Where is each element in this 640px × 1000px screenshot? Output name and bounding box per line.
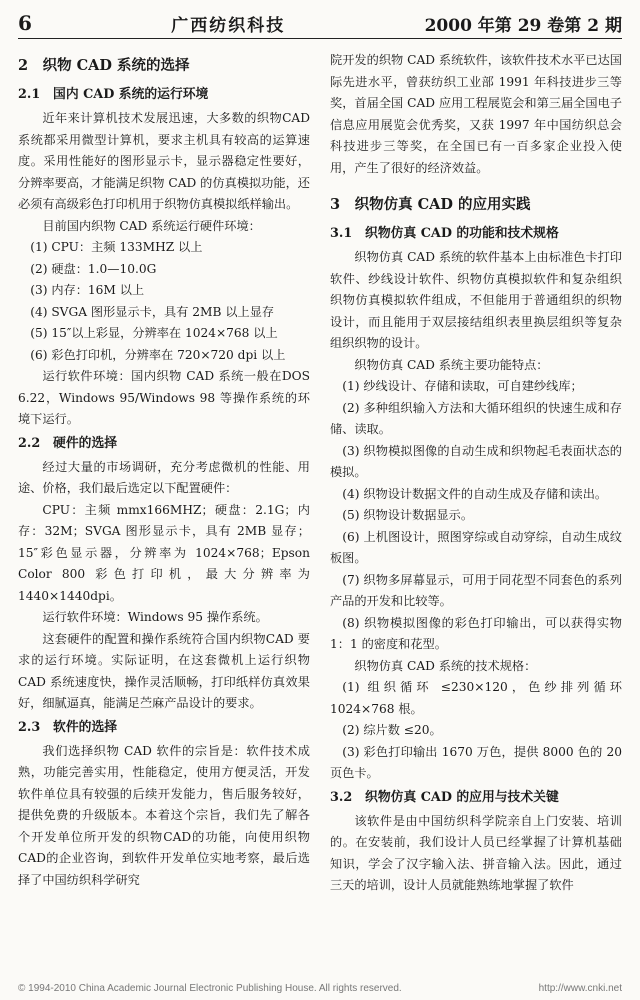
paragraph: 织物仿真 CAD 系统的技术规格：: [354, 658, 537, 673]
list-item: (2) 多种组织输入方法和大循环组织的快速生成和存储、读取。: [330, 400, 622, 436]
paragraph: 织物仿真 CAD 系统的软件基本上由标准色卡打印软件、纱线设计软件、织物仿真模拟软件和复杂组织织物仿真模拟软件组成，不但能用于普通组织的织物设计，而且能用于双层接结组织表里换层组织等复杂组织织物的设计。: [330, 250, 622, 350]
copyright-notice: © 1994-2010 China Academic Journal Electronic Publishing House. All rights reserved.: [18, 982, 402, 994]
list-item: (6) 彩色打印机，分辨率在 720×720 dpi 以上: [30, 347, 286, 362]
left-column: [18, 50, 310, 978]
list-item: (5) 织物设计数据显示。: [342, 508, 474, 522]
list-item: (7) 织物多屏幕显示，可用于同花型不同套色的系列产品的开发和比较等。: [330, 572, 622, 608]
list-item: (1) 组织循环 ≤230×120，色纱排列循环1024×768 根。: [330, 680, 622, 716]
paragraph: 运行软件环境：国内织物 CAD 系统一般在DOS 6.22，Windows 95/Windows 98 等操作系统的环境下运行。: [18, 369, 310, 426]
page-footer: [18, 980, 622, 996]
issue-info: 2000 年第 29 卷第 2 期: [424, 15, 622, 36]
section-heading: 3 织物仿真 CAD 的应用实践: [330, 196, 531, 213]
article-body: [18, 50, 622, 978]
footer-url[interactable]: http://www.cnki.net: [538, 982, 622, 994]
subsection-heading: 3.2 织物仿真 CAD 的应用与技术关键: [330, 789, 559, 805]
list-item: (5) 15″以上彩显，分辨率在 1024×768 以上: [30, 326, 278, 340]
list-item: (4) 织物设计数据文件的自动生成及存储和读出。: [342, 486, 608, 501]
journal-name: 广西纺织科技: [171, 15, 286, 36]
subsection-heading: 2.2 硬件的选择: [18, 435, 118, 451]
paragraph: 经过大量的市场调研，充分考虑微机的性能、用途、价格，我们最后选定以下配置硬件：: [18, 459, 310, 495]
paragraph: 近年来计算机技术发展迅速，大多数的织物CAD 系统都采用微型计算机，要求主机具有较高的运算速度。采用性能好的图形显示卡，显示器稳定性要好，分辨率要高，才能满足织物 CAD 的仿真模拟功能，还必须有高级彩色打印机用于织物仿真模拟纸样输出。: [18, 111, 310, 211]
list-item: (3) 织物模拟图像的自动生成和织物起毛表面状态的模拟。: [330, 443, 622, 479]
paragraph: 院开发的织物 CAD 系统软件，该软件技术水平已达国际先进水平，曾获纺织工业部 1991 年科技进步三等奖，首届全国 CAD 应用工程展览会和第三届全国电子信息应用展览会优秀奖，又获 1997 年中国纺织总会科技进步三等奖，在全国已有一百多家企业投入使用，产生了很好的经济效益。: [330, 53, 622, 175]
list-item: (3) 内存：16M 以上: [30, 283, 145, 297]
list-item: (1) CPU：主频 133MHZ 以上: [30, 240, 203, 254]
list-item: (2) 硬盘：1.0—10.0G: [30, 261, 157, 276]
list-item: (4) SVGA 图形显示卡，具有 2MB 以上显存: [30, 304, 275, 319]
paragraph: CPU：主频 mmx166MHZ；硬盘：2.1G；内存：32M；SVGA 图形显示卡，具有 2MB 显存；15″彩色显示器，分辨率为 1024×768；Epson Color 800 彩色打印机，最大分辨率为 1440×1440dpi。: [18, 502, 310, 603]
list-item: (6) 上机图设计，照图穿综或自动穿综，自动生成纹板图。: [330, 529, 622, 565]
list-item: (3) 彩色打印输出 1670 万色，提供 8000 色的 20 页色卡。: [330, 744, 622, 780]
paragraph: 织物仿真 CAD 系统主要功能特点：: [354, 357, 549, 372]
list-item: (1) 纱线设计、存储和读取，可自建纱线库；: [342, 379, 583, 393]
subsection-heading: 2.1 国内 CAD 系统的运行环境: [18, 87, 209, 102]
subsection-heading: 3.1 织物仿真 CAD 的功能和技术规格: [330, 226, 559, 241]
subsection-heading: 2.3 软件的选择: [18, 719, 118, 735]
paragraph: 运行软件环境：Windows 95 操作系统。: [42, 610, 268, 624]
paragraph: 目前国内织物 CAD 系统运行硬件环境：: [42, 218, 261, 233]
right-column: [330, 50, 622, 978]
page-number: 6: [18, 11, 32, 35]
list-item: (2) 综片数 ≤20。: [342, 723, 442, 737]
section-heading: 2 织物 CAD 系统的选择: [18, 57, 190, 74]
paragraph: 这套硬件的配置和操作系统符合国内织物CAD 要求的运行环境。实际证明，在这套微机上运行织物 CAD 系统速度快，操作灵活顺畅，打印纸样仿真效果好，细腻逼真，能满足苎麻产品设计的要求。: [18, 631, 310, 710]
list-item: (8) 织物模拟图像的彩色打印输出，可以获得实物 1：1 的密度和花型。: [330, 615, 622, 651]
page-header: [18, 8, 622, 39]
paragraph: 我们选择织物 CAD 软件的宗旨是：软件技术成熟，功能完善实用，性能稳定，使用方便灵活，开发软件单位具有较强的后续开发能力，售后服务较好，提供免费的升级版本。本着这个宗旨，我们先了解各个开发单位所开发的织物CAD的功能，向使用织物CAD的企业咨询，到软件开发单位实地考察，最后选择了中国纺织科学研究: [18, 743, 310, 887]
paragraph: 该软件是由中国纺织科学院亲自上门安装、培训的。在安装前，我们设计人员已经掌握了计算机基础知识，学会了汉字输入法、拼音输入法。因此，通过三天的培训，设计人员就能熟练地掌握了软件: [330, 813, 622, 892]
